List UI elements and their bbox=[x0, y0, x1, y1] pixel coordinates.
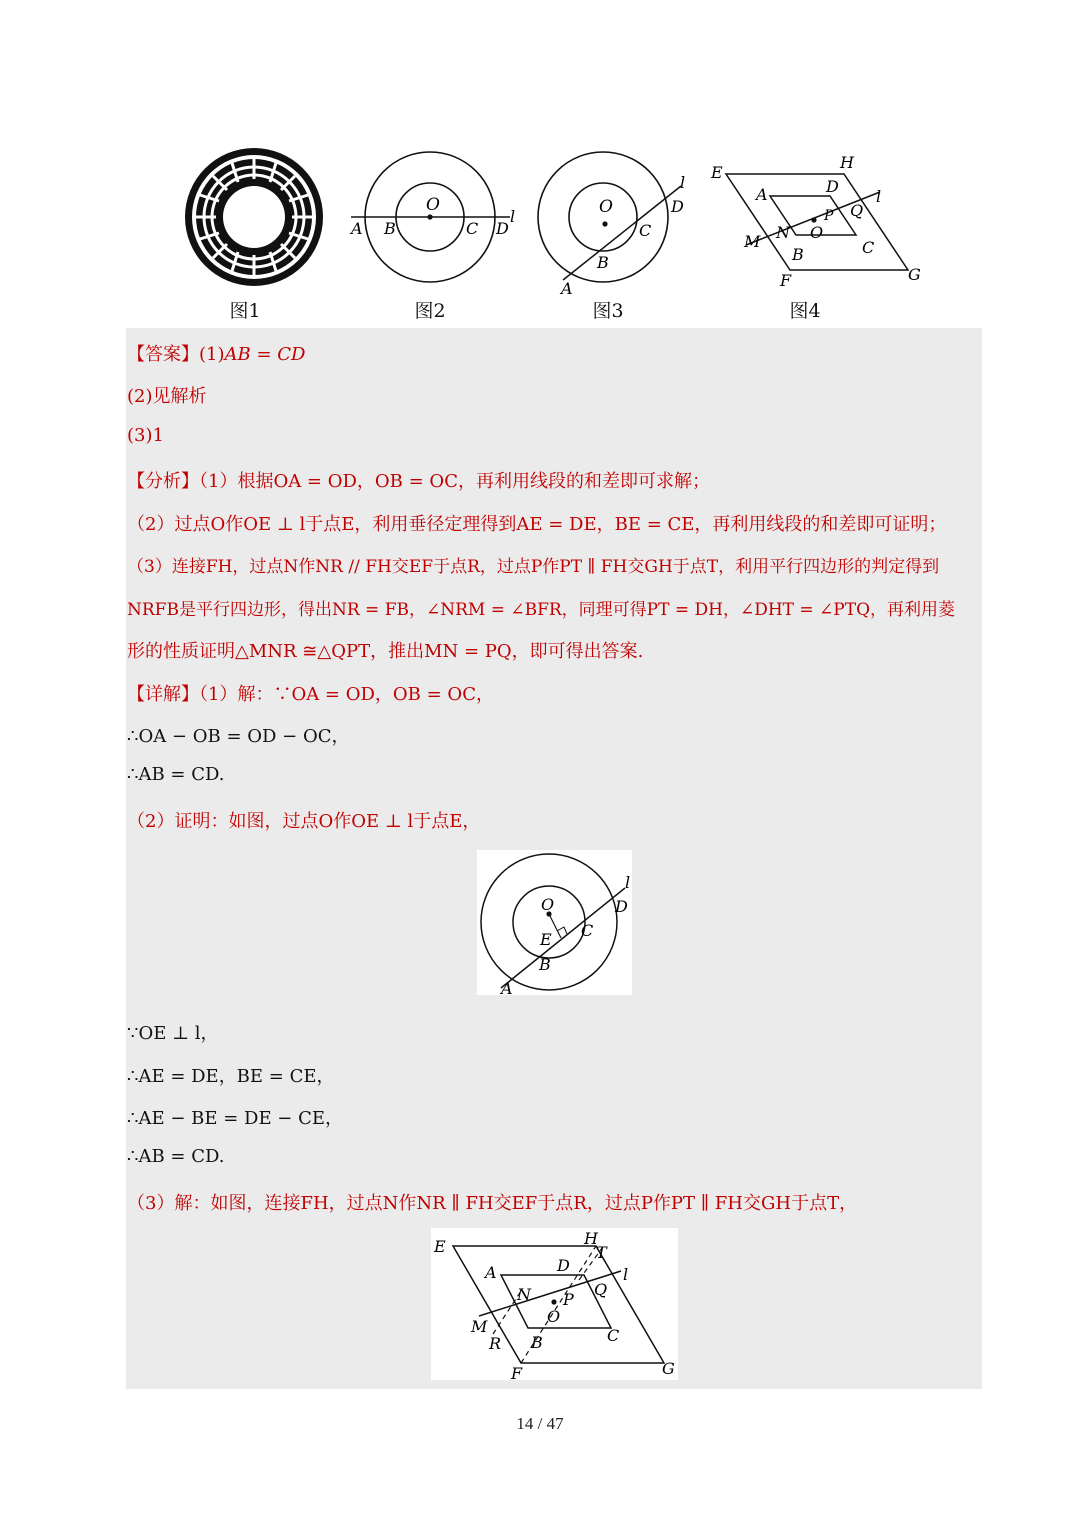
svg-text:F: F bbox=[780, 271, 792, 290]
svg-text:M: M bbox=[744, 232, 761, 251]
figure-2-label: 图2 bbox=[414, 300, 446, 322]
detail-line-7: ∴AE − BE = DE − CE， bbox=[127, 1108, 344, 1129]
svg-text:T: T bbox=[596, 1243, 607, 1262]
svg-text:O: O bbox=[547, 1307, 561, 1326]
svg-text:C: C bbox=[862, 238, 875, 257]
svg-text:R: R bbox=[489, 1334, 502, 1353]
svg-text:F: F bbox=[511, 1364, 523, 1380]
figure-3 bbox=[535, 150, 715, 296]
svg-text:D: D bbox=[496, 219, 509, 238]
svg-text:C: C bbox=[607, 1326, 620, 1345]
figure-3-label: 图3 bbox=[592, 300, 624, 322]
svg-text:D: D bbox=[557, 1256, 570, 1275]
svg-text:A: A bbox=[501, 979, 513, 995]
svg-text:H: H bbox=[584, 1229, 598, 1248]
svg-text:D: D bbox=[615, 897, 628, 916]
svg-text:Q: Q bbox=[594, 1280, 608, 1299]
svg-text:l: l bbox=[510, 207, 516, 226]
detail-line-8: ∴AB = CD. bbox=[127, 1146, 225, 1167]
figure-1 bbox=[183, 146, 325, 288]
answer-1-prefix: (1) bbox=[199, 344, 225, 365]
svg-text:O: O bbox=[810, 223, 824, 242]
svg-text:O: O bbox=[599, 197, 613, 217]
detail-line-2: ∴OA − OB = OD − OC， bbox=[127, 726, 350, 747]
svg-text:C: C bbox=[639, 221, 652, 240]
svg-text:P: P bbox=[824, 208, 834, 224]
proof-diagram-2 bbox=[477, 850, 632, 995]
svg-text:A: A bbox=[485, 1263, 497, 1282]
svg-text:Q: Q bbox=[850, 201, 864, 220]
svg-text:E: E bbox=[711, 163, 723, 182]
detail-line-5: ∵OE ⊥ l， bbox=[127, 1023, 219, 1044]
analysis-line-1 bbox=[127, 467, 710, 493]
answer-line-1 bbox=[127, 340, 305, 366]
figure-1-label: 图1 bbox=[229, 300, 261, 322]
svg-text:B: B bbox=[597, 253, 609, 272]
detail-s1: （1）解：∵OA = OD，OB = OC， bbox=[199, 684, 494, 705]
svg-text:D: D bbox=[826, 177, 839, 196]
svg-text:G: G bbox=[908, 265, 921, 284]
svg-text:B: B bbox=[384, 219, 396, 238]
svg-text:A: A bbox=[756, 185, 768, 204]
svg-text:N: N bbox=[776, 223, 790, 242]
detail-tag: 【详解】 bbox=[127, 684, 199, 705]
svg-text:B: B bbox=[539, 955, 551, 974]
analysis-line-2: （2）过点O作OE ⊥ l于点E，利用垂径定理得到AE = DE，BE = CE，再利用线段的和差即可证明； bbox=[127, 514, 947, 535]
svg-text:B: B bbox=[792, 245, 804, 264]
svg-text:G: G bbox=[662, 1359, 675, 1378]
detail-line-6: ∴AE = DE，BE = CE， bbox=[127, 1066, 335, 1087]
detail-line-3: ∴AB = CD. bbox=[127, 764, 225, 785]
answer-line-3: (3)1 bbox=[127, 425, 164, 446]
svg-text:P: P bbox=[563, 1290, 574, 1309]
figure-4-label: 图4 bbox=[789, 300, 821, 322]
detail-line-9: （3）解：如图，连接FH，过点N作NR ∥ FH交EF于点R，过点P作PT ∥ FH交GH于点T， bbox=[127, 1193, 858, 1214]
svg-text:E: E bbox=[540, 930, 552, 949]
svg-text:A: A bbox=[561, 279, 573, 296]
answer-1: AB = CD bbox=[224, 344, 306, 365]
detail-line-1 bbox=[127, 680, 494, 706]
svg-text:O: O bbox=[541, 895, 555, 914]
analysis-line-4: NRFB是平行四边形，得出NR = FB，∠NRM = ∠BFR，同理可得PT = DH，∠DHT = ∠PTQ，再利用菱 bbox=[127, 600, 956, 620]
svg-text:D: D bbox=[671, 197, 684, 216]
figure-2 bbox=[348, 150, 528, 290]
answer-tag: 【答案】 bbox=[127, 344, 199, 365]
svg-text:M: M bbox=[471, 1317, 488, 1336]
svg-text:l: l bbox=[680, 173, 686, 192]
svg-text:O: O bbox=[426, 195, 440, 215]
svg-text:l: l bbox=[625, 873, 631, 892]
analysis-tag: 【分析】 bbox=[127, 471, 199, 492]
svg-text:N: N bbox=[517, 1285, 531, 1304]
svg-text:l: l bbox=[876, 187, 882, 206]
svg-text:E: E bbox=[434, 1237, 446, 1256]
figure-4 bbox=[708, 152, 933, 292]
svg-text:A: A bbox=[351, 219, 363, 238]
page-number: 14 / 47 bbox=[516, 1414, 564, 1433]
svg-text:C: C bbox=[466, 219, 479, 238]
svg-text:l: l bbox=[623, 1265, 629, 1284]
analysis-line-5: 形的性质证明△MNR ≅△QPT，推出MN = PQ，即可得出答案. bbox=[127, 641, 644, 662]
analysis-line-3: （3）连接FH，过点N作NR // FH交EF于点R，过点P作PT ∥ FH交GH于点T，利用平行四边形的判定得到 bbox=[127, 557, 940, 577]
detail-line-4: （2）证明：如图，过点O作OE ⊥ l于点E， bbox=[127, 811, 481, 832]
answer-line-2: (2)见解析 bbox=[127, 386, 207, 407]
proof-diagram-3 bbox=[431, 1228, 678, 1380]
svg-text:B: B bbox=[531, 1333, 543, 1352]
svg-text:H: H bbox=[840, 153, 854, 172]
analysis-p1: （1）根据OA = OD，OB = OC，再利用线段的和差即可求解； bbox=[199, 471, 710, 492]
svg-text:C: C bbox=[581, 921, 594, 940]
